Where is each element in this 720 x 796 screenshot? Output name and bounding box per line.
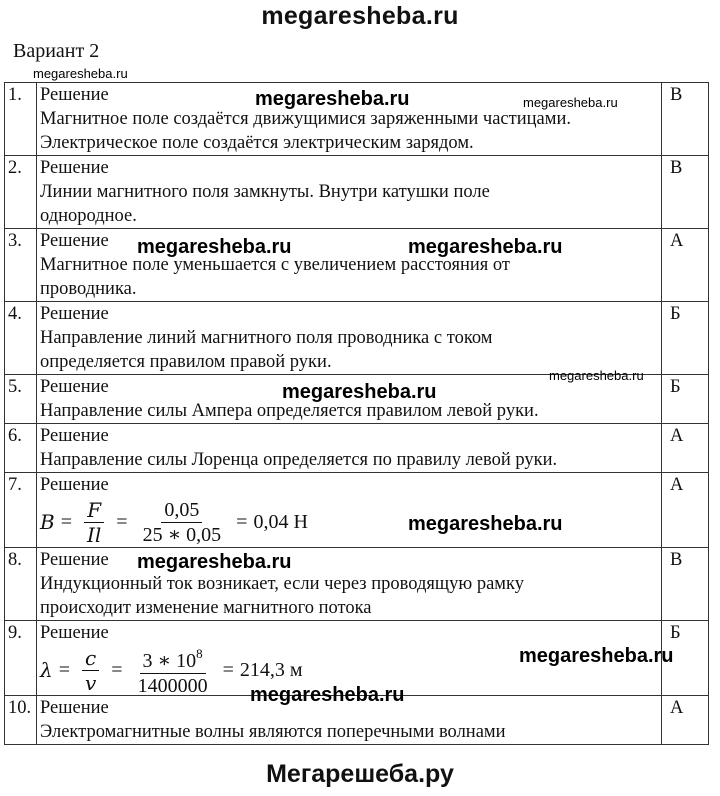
solution-label: Решение — [40, 85, 109, 105]
solution-text: Электромагнитные волны являются поперечными волнами — [40, 722, 506, 742]
solution-label: Решение — [40, 158, 109, 178]
formula-result: 0,04 Н — [253, 511, 308, 533]
formula-lhs: λ — [40, 658, 53, 682]
row-answer: Б — [662, 302, 709, 375]
row-number: 2. — [5, 156, 37, 229]
numerator-base: 3 ∗ 10 — [142, 650, 197, 672]
row-answer: В — [662, 548, 709, 621]
fraction-denominator: v — [84, 670, 97, 695]
table-row — [5, 548, 709, 621]
watermark: megaresheba.ru — [408, 513, 563, 535]
solution-text: Магнитное поле уменьшается с увеличением расстояния от — [40, 255, 510, 275]
row-solution — [37, 302, 662, 375]
equals-sign: = — [58, 659, 70, 681]
solution-label: Решение — [40, 231, 109, 251]
formula-result: 214,3 м — [239, 659, 303, 681]
solution-label: Решение — [40, 304, 109, 324]
watermark: megaresheba.ru — [519, 645, 674, 667]
solution-label: Решение — [40, 698, 109, 718]
row-answer: В — [662, 83, 709, 156]
solution-label: Решение — [40, 550, 109, 570]
solution-label: Решение — [40, 475, 109, 495]
watermark: megaresheba.ru — [408, 236, 563, 258]
fraction-numerator: c — [82, 646, 99, 671]
table-row — [5, 473, 709, 548]
solution-label: Решение — [40, 623, 109, 643]
fraction-denominator: 25 ∗ 0,05 — [142, 523, 222, 546]
row-answer: А — [662, 696, 709, 745]
table-row — [5, 302, 709, 375]
solution-text: Индукционный ток возникает, если через проводящую рамку — [40, 574, 524, 594]
fraction-denominator: 1400000 — [137, 675, 208, 697]
watermark: megaresheba.ru — [137, 236, 292, 258]
watermark: megaresheba.ru — [137, 551, 292, 573]
equals-sign: = — [222, 659, 234, 681]
solution-label: Решение — [40, 426, 109, 446]
row-number: 8. — [5, 548, 37, 621]
row-answer: Б — [662, 621, 709, 696]
row-solution — [37, 424, 662, 473]
watermark: megaresheba.ru — [282, 381, 437, 403]
row-number: 9. — [5, 621, 37, 696]
solution-text: определяется правилом правой руки. — [40, 352, 332, 372]
solution-text: однородное. — [40, 206, 137, 226]
fraction — [82, 646, 99, 695]
row-number: 6. — [5, 424, 37, 473]
solution-text: Линии магнитного поля замкнуты. Внутри катушки поле — [40, 182, 490, 202]
watermark: megaresheba.ru — [523, 95, 618, 110]
solution-text: происходит изменение магнитного потока — [40, 598, 372, 618]
row-number: 1. — [5, 83, 37, 156]
equals-sign: = — [111, 659, 123, 681]
table-row — [5, 424, 709, 473]
fraction-numerator — [140, 642, 206, 674]
numerator-exponent: 8 — [196, 646, 203, 661]
row-answer: А — [662, 473, 709, 548]
watermark: megaresheba.ru — [33, 66, 128, 81]
solution-label: Решение — [40, 377, 109, 397]
row-solution — [37, 548, 662, 621]
site-footer: Мегарешеба.ру — [266, 760, 454, 788]
equals-sign: = — [236, 511, 248, 533]
equals-sign: = — [116, 511, 128, 533]
row-number: 5. — [5, 375, 37, 424]
row-number: 3. — [5, 229, 37, 302]
fraction-numerator: 0,05 — [161, 498, 202, 523]
table-row — [5, 229, 709, 302]
row-solution — [37, 229, 662, 302]
solution-text: Направление линий магнитного поля проводника с током — [40, 328, 493, 348]
row-number: 10. — [5, 696, 37, 745]
formula-magnetic-induction — [40, 497, 657, 547]
row-number: 4. — [5, 302, 37, 375]
fraction — [135, 642, 211, 698]
variant-title: Вариант 2 — [13, 40, 100, 62]
site-header: megaresheba.ru — [261, 2, 459, 30]
formula-lhs: B — [40, 510, 55, 534]
fraction — [140, 498, 225, 547]
table-row — [5, 156, 709, 229]
solution-text: Направление силы Лоренца определяется по правилу левой руки. — [40, 450, 558, 470]
solution-text: проводника. — [40, 279, 137, 299]
row-answer: А — [662, 229, 709, 302]
watermark: megaresheba.ru — [549, 368, 644, 383]
fraction — [84, 498, 104, 547]
equals-sign: = — [60, 511, 72, 533]
fraction-numerator: F — [84, 498, 104, 523]
watermark: megaresheba.ru — [255, 88, 410, 110]
row-answer: Б — [662, 375, 709, 424]
row-answer: В — [662, 156, 709, 229]
solution-text: Электрическое поле создаётся электрическим зарядом. — [40, 133, 474, 153]
watermark: megaresheba.ru — [250, 684, 405, 706]
solution-text: Направление силы Ампера определяется правилом левой руки. — [40, 401, 539, 421]
fraction-denominator: Il — [86, 522, 102, 547]
row-answer: А — [662, 424, 709, 473]
row-solution — [37, 156, 662, 229]
row-solution — [37, 473, 662, 548]
row-number: 7. — [5, 473, 37, 548]
solution-text: Магнитное поле создаётся движущимися заряженными частицами. — [40, 109, 571, 129]
